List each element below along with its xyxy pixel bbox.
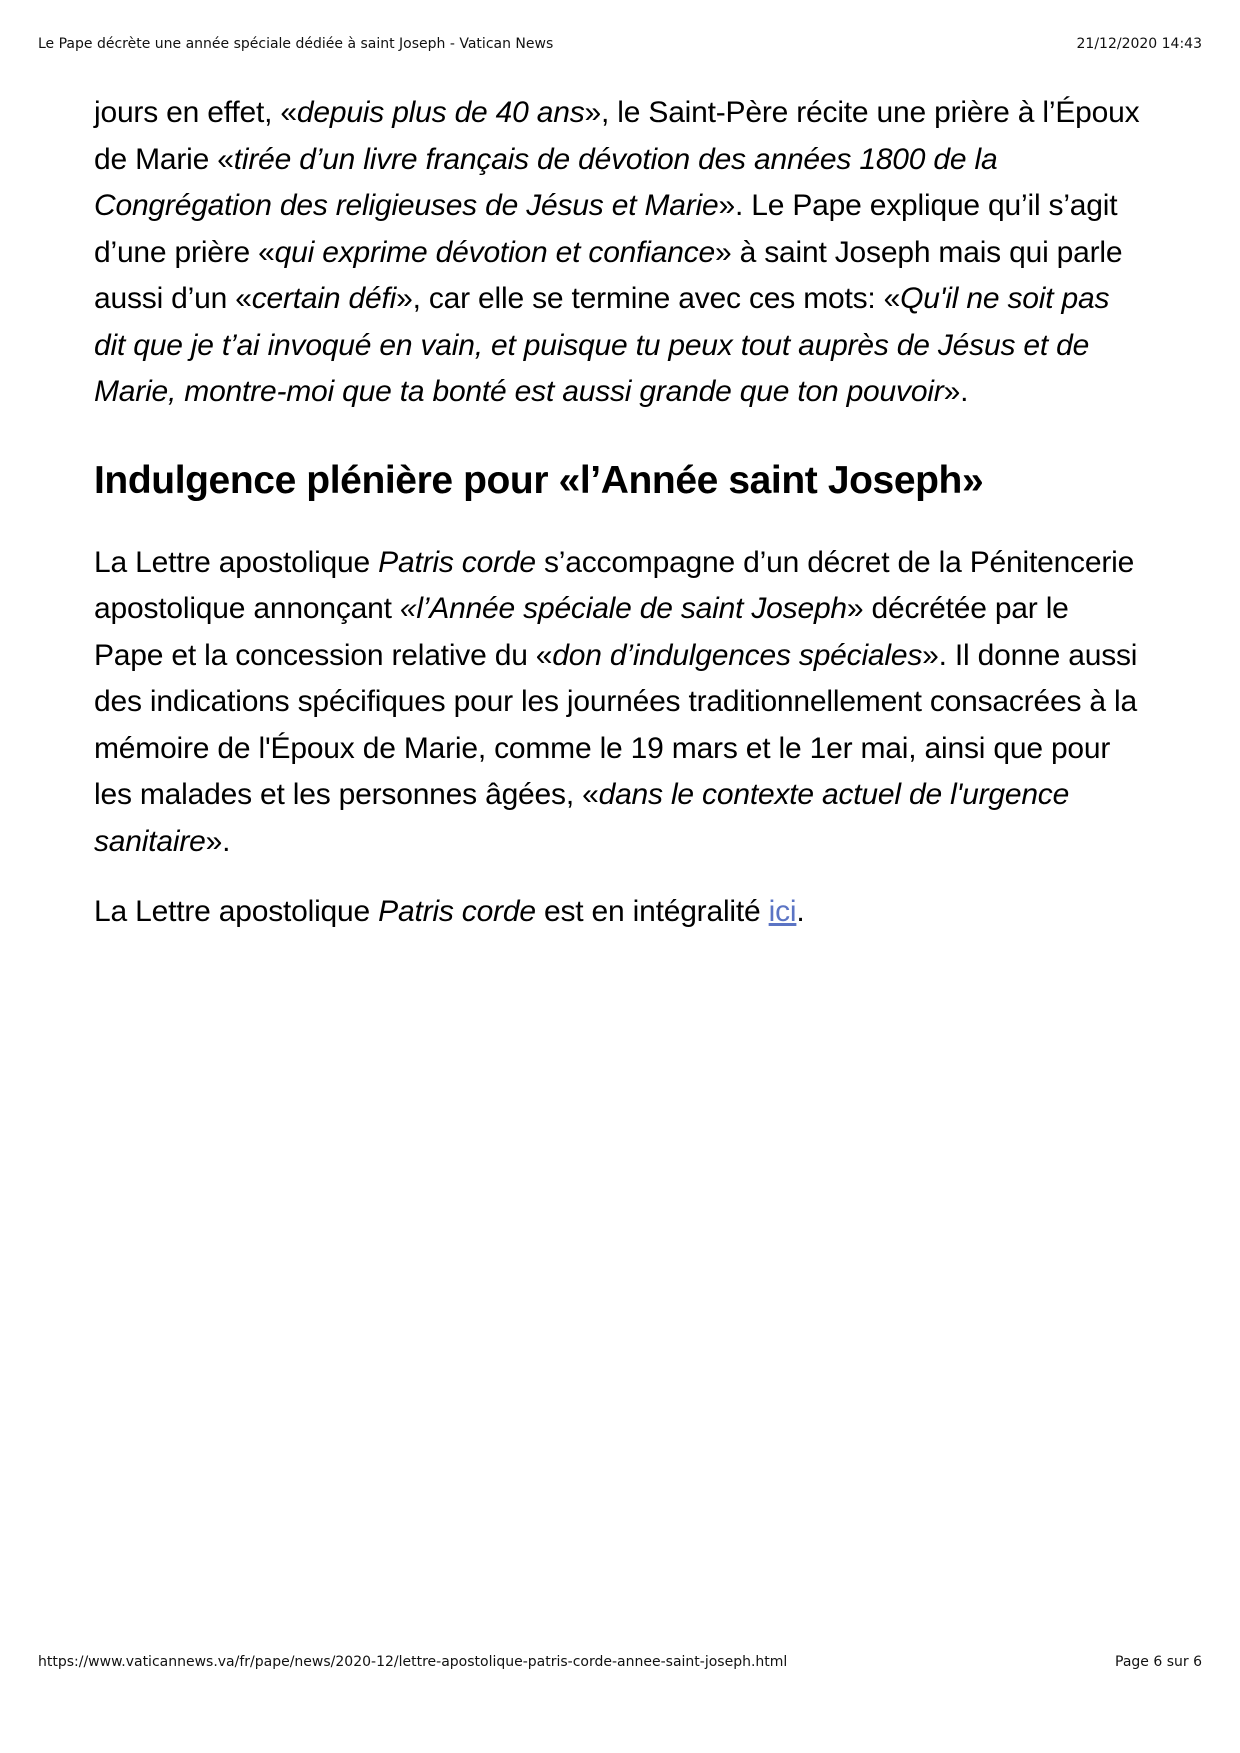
article-paragraph-3 bbox=[94, 889, 1144, 936]
italic-quote-run: dans le contexte actuel de l'urgence sanitaire bbox=[94, 778, 1070, 858]
text-run: s’accompagne d’un décret de la Pénitencerie apostolique annonçant bbox=[94, 545, 1135, 625]
article-paragraph-1 bbox=[94, 90, 1144, 416]
paragraph-3-italic-title: Patris corde bbox=[378, 895, 536, 928]
italic-quote-run: Qu'il ne soit pas dit que je t’ai invoqué en vain, et puisque tu peux tout auprès de Jésus et de Marie, montre-moi que ta bonté est aussi grande que ton pouvoir bbox=[94, 282, 1110, 408]
text-run: ». bbox=[943, 375, 969, 408]
text-run: » décrétée par le Pape et la concession relative du « bbox=[94, 592, 1069, 672]
text-run: ». bbox=[205, 824, 231, 858]
italic-quote-run: don d’indulgences spéciales bbox=[552, 638, 923, 672]
print-footer bbox=[38, 1654, 1202, 1670]
text-run: » à saint Joseph mais qui parle aussi d’un « bbox=[94, 235, 1123, 315]
print-footer-page-indicator: Page 6 sur 6 bbox=[1115, 1654, 1202, 1670]
paragraph-3-text-before: La Lettre apostolique bbox=[94, 895, 379, 928]
italic-quote-run: Patris corde bbox=[378, 545, 536, 579]
print-header-page-title: Le Pape décrète une année spéciale dédiée à saint Joseph - Vatican News bbox=[38, 36, 554, 52]
paragraph-3-text-middle: est en intégralité bbox=[535, 895, 769, 928]
text-run: jours en effet, « bbox=[94, 96, 297, 129]
print-header-datetime: 21/12/2020 14:43 bbox=[1076, 36, 1202, 52]
italic-quote-run: tirée d’un livre français de dévotion des années 1800 de la Congrégation des religieuses de Jésus et Marie bbox=[94, 142, 998, 222]
text-run: ». Il donne aussi des indications spécifiques pour les journées traditionnellement consacrées à la mémoire de l'Époux de Marie, comme le 19 mars et le 1er mai, ainsi que pour les malades et les personnes âgées, « bbox=[94, 638, 1138, 811]
italic-quote-run: «l’Année spéciale de saint Joseph bbox=[399, 592, 847, 625]
article-body bbox=[94, 90, 1144, 960]
text-run: », car elle se termine avec ces mots: « bbox=[396, 282, 901, 315]
italic-quote-run: depuis plus de 40 ans bbox=[296, 96, 585, 129]
text-run: ». Le Pape explique qu’il s’agit d’une prière « bbox=[94, 189, 1118, 269]
paragraph-3-text-after: . bbox=[796, 895, 805, 928]
print-footer-url: https://www.vaticannews.va/fr/pape/news/2020-12/lettre-apostolique-patris-corde-annee-saint-joseph.html bbox=[38, 1654, 788, 1670]
italic-quote-run: certain défi bbox=[251, 282, 397, 315]
text-run: La Lettre apostolique bbox=[94, 545, 379, 579]
italic-quote-run: qui exprime dévotion et confiance bbox=[274, 235, 716, 269]
text-run: », le Saint-Père récite une prière à l’Époux de Marie « bbox=[94, 96, 1140, 176]
full-text-link[interactable]: ici bbox=[768, 895, 797, 928]
article-paragraph-2 bbox=[94, 540, 1144, 866]
print-header bbox=[38, 36, 1202, 52]
section-heading-indulgence: Indulgence plénière pour «l’Année saint Joseph» bbox=[94, 458, 984, 502]
